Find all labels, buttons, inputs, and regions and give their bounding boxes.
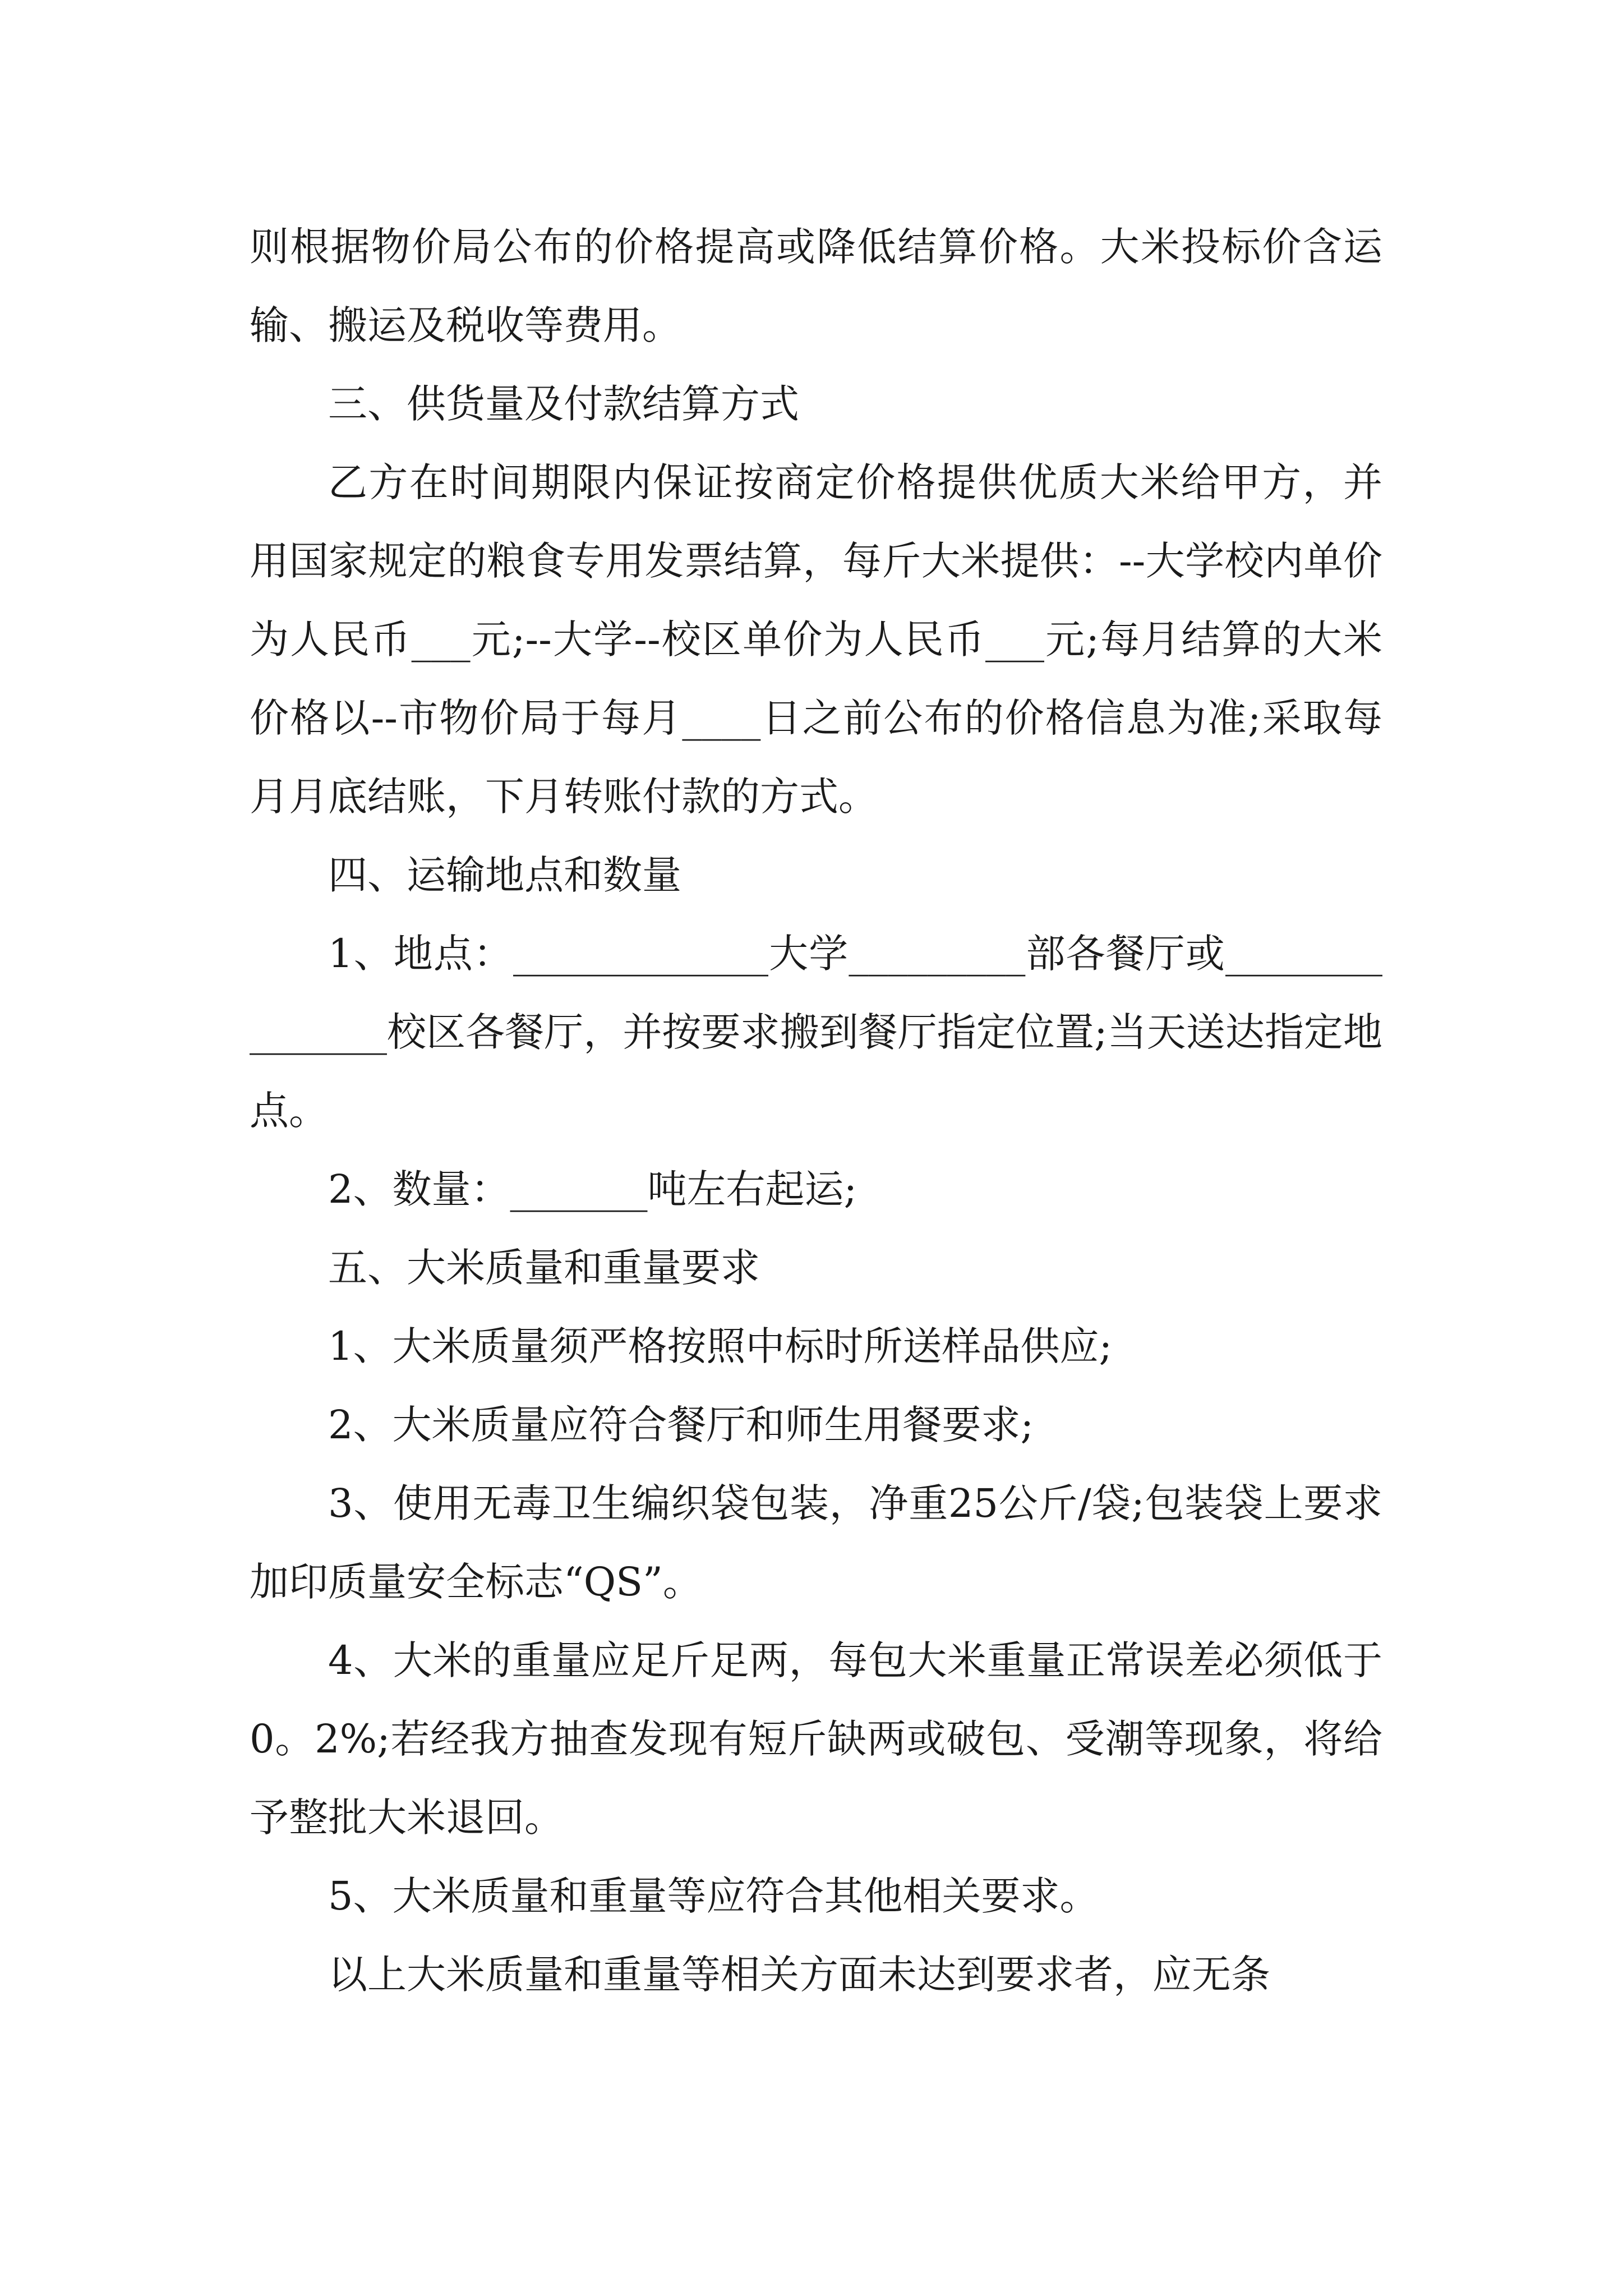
document-page	[250, 208, 1382, 2014]
paragraph-supply-payment: 乙方在时间期限内保证按商定价格提供优质大米给甲方，并用国家规定的粮食专用发票结算，每斤大米提供：--大学校内单价为人民币___元;--大学--校区单价为人民币___元;每月结算的大米价格以--市物价局于每月____日之前公布的价格信息为准;采取每月月底结账，下月转账付款的方式。	[250, 459, 1382, 820]
paragraph-quality-conclusion: 以上大米质量和重量等相关方面未达到要求者，应无条	[328, 1952, 1270, 1998]
paragraph-price-adjustment: 则根据物价局公布的价格提高或降低结算价格。大米投标价含运输、搬运及税收等费用。	[250, 224, 1382, 348]
section-heading-supply-payment: 三、供货量及付款结算方式	[328, 381, 799, 427]
paragraph-transport-location: 1、地点：_____________大学_________部各餐厅或_______________校区各餐厅，并按要求搬到餐厅指定位置;当天送达指定地点。	[250, 931, 1382, 1134]
paragraph-quality-3: 3、使用无毒卫生编织袋包装，净重25公斤/袋;包装袋上要求加印质量安全标志“QS”。	[250, 1480, 1382, 1605]
paragraph-quality-2: 2、大米质量应符合餐厅和师生用餐要求;	[328, 1402, 1034, 1448]
paragraph-quality-1: 1、大米质量须严格按照中标时所送样品供应;	[328, 1323, 1113, 1369]
paragraph-quality-4: 4、大米的重量应足斤足两，每包大米重量正常误差必须低于0。2%;若经我方抽查发现有短斤缺两或破包、受潮等现象，将给予整批大米退回。	[250, 1637, 1382, 1841]
paragraph-transport-quantity: 2、数量：_______吨左右起运;	[328, 1166, 857, 1212]
paragraph-quality-5: 5、大米质量和重量等应符合其他相关要求。	[328, 1873, 1099, 1919]
section-heading-quality-weight: 五、大米质量和重量要求	[328, 1245, 760, 1291]
section-heading-transport: 四、运输地点和数量	[328, 852, 681, 898]
